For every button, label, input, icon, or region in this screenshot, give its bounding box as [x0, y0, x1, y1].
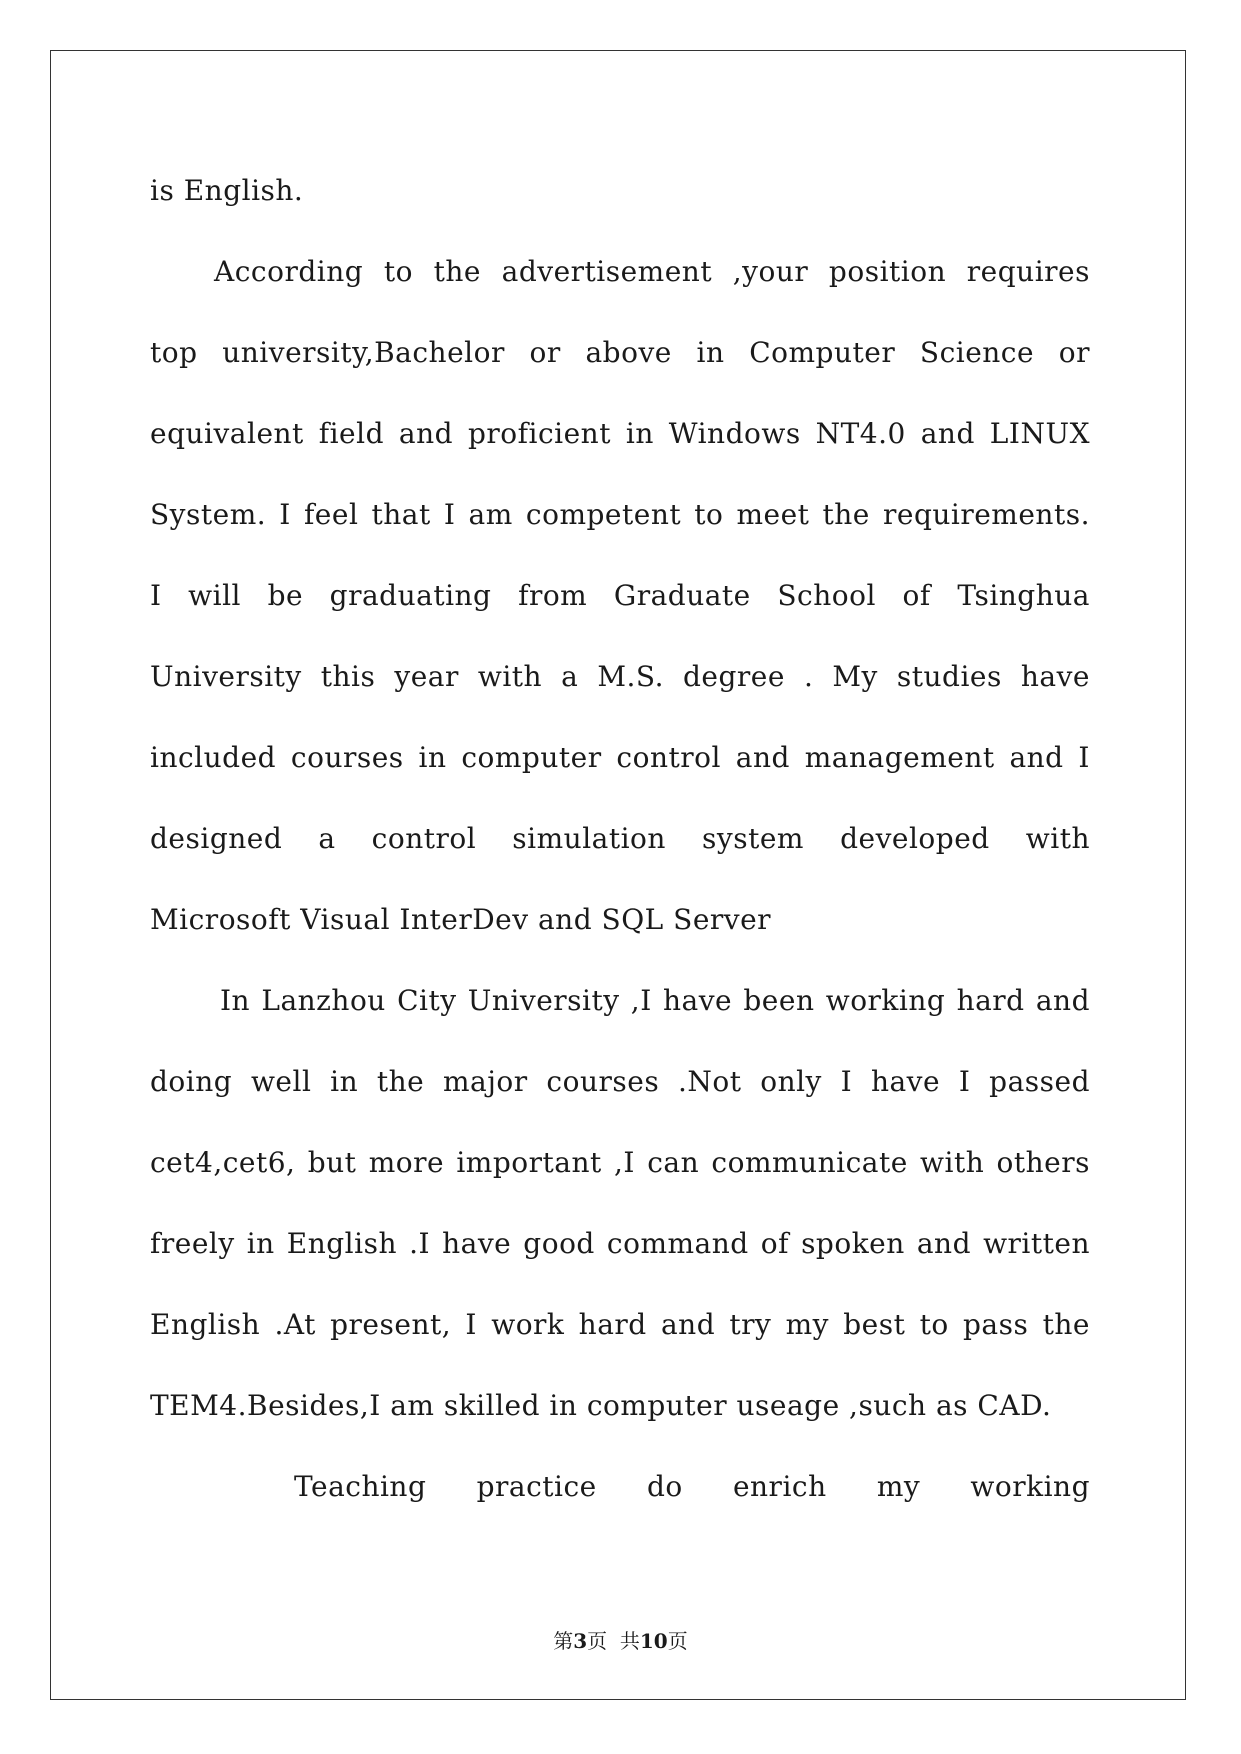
text-line: designed a control simulation system developed with	[150, 822, 1090, 855]
footer-middle: 页 共	[587, 1629, 640, 1653]
text-line: is English.	[150, 174, 304, 207]
footer-total-pages: 10	[639, 1629, 668, 1653]
text-line: doing well in the major courses .Not only I have I passed	[150, 1065, 1090, 1098]
text-line: TEM4.Besides,I am skilled in computer useage ,such as CAD.	[150, 1389, 1052, 1422]
text-line: English .At present, I work hard and try my best to pass the	[150, 1308, 1090, 1341]
text-line: freely in English .I have good command of spoken and written	[150, 1227, 1090, 1260]
document-body	[150, 150, 1090, 1527]
text-line: I will be graduating from Graduate School of Tsinghua	[150, 579, 1090, 612]
text-line: In Lanzhou City University ,I have been working hard and	[220, 984, 1090, 1017]
text-line: System. I feel that I am competent to meet the requirements.	[150, 498, 1090, 531]
text-line: equivalent field and proficient in Windows NT4.0 and LINUX	[150, 417, 1090, 450]
text-line: cet4,cet6, but more important ,I can communicate with others	[150, 1146, 1090, 1179]
page-footer	[0, 1625, 1241, 1654]
text-line: included courses in computer control and management and I	[150, 741, 1090, 774]
text-line: According to the advertisement ,your position requires	[214, 255, 1090, 288]
text-line: Teaching practice do enrich my working	[294, 1470, 1090, 1503]
footer-prefix: 第	[553, 1629, 574, 1653]
text-line: University this year with a M.S. degree . My studies have	[150, 660, 1090, 693]
text-line: Microsoft Visual InterDev and SQL Server	[150, 903, 772, 936]
footer-suffix: 页	[667, 1629, 688, 1653]
footer-page-number: 3	[573, 1629, 588, 1653]
text-line: top university,Bachelor or above in Computer Science or	[150, 336, 1090, 369]
